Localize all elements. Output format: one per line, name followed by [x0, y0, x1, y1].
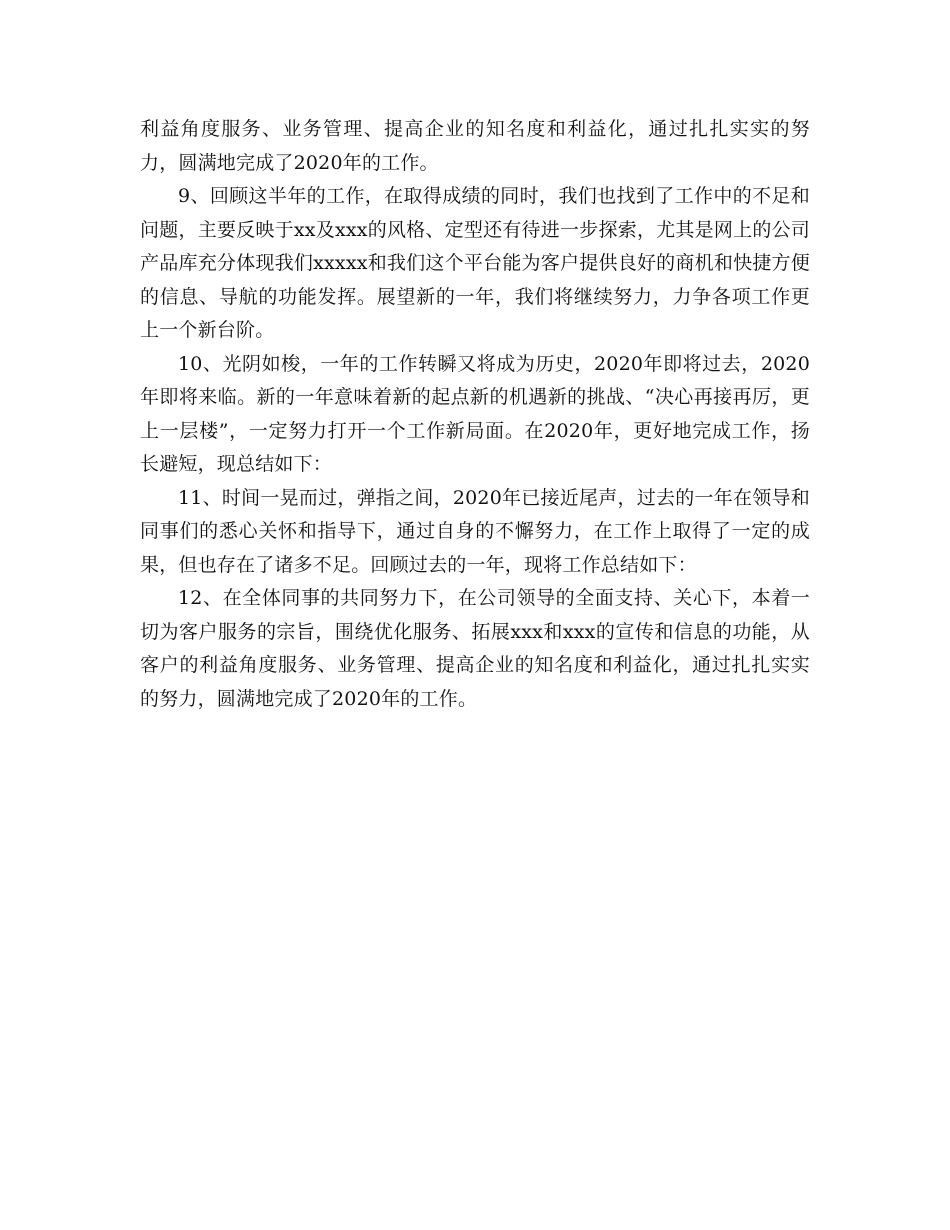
paragraph-12: 12、在全体同事的共同努力下，在公司领导的全面支持、关心下，本着一切为客户服务的宗旨，围绕优化服务、拓展xxx和xxx的宣传和信息的功能，从客户的利益角度服务、业务管理、提高企业的知名度和利益化，通过扎扎实实的努力，圆满地完成了2020年的工作。: [140, 587, 810, 710]
paragraph-9: 9、回顾这半年的工作，在取得成绩的同时，我们也找到了工作中的不足和问题，主要反映于xx及xxx的风格、定型还有待进一步探索，尤其是网上的公司产品库充分体现我们xxxxx和我们这个平台能为客户提供良好的商机和快捷方便的信息、导航的功能发挥。展望新的一年，我们将继续努力，力争各项工作更上一个新台阶。: [140, 185, 810, 341]
paragraph-11: 11、时间一晃而过，弹指之间，2020年已接近尾声，过去的一年在领导和同事们的悉心关怀和指导下，通过自身的不懈努力，在工作上取得了一定的成果，但也存在了诸多不足。回顾过去的一年，现将工作总结如下：: [140, 486, 810, 576]
paragraph-continuation: 利益角度服务、业务管理、提高企业的知名度和利益化，通过扎扎实实的努力，圆满地完成了2020年的工作。: [140, 118, 810, 174]
paragraph-10: 10、光阴如梭，一年的工作转瞬又将成为历史，2020年即将过去，2020年即将来临。新的一年意味着新的起点新的机遇新的挑战、“决心再接再厉，更上一层楼”，一定努力打开一个工作新局面。在2020年，更好地完成工作，扬长避短，现总结如下：: [140, 352, 810, 475]
document-body: [140, 113, 810, 716]
